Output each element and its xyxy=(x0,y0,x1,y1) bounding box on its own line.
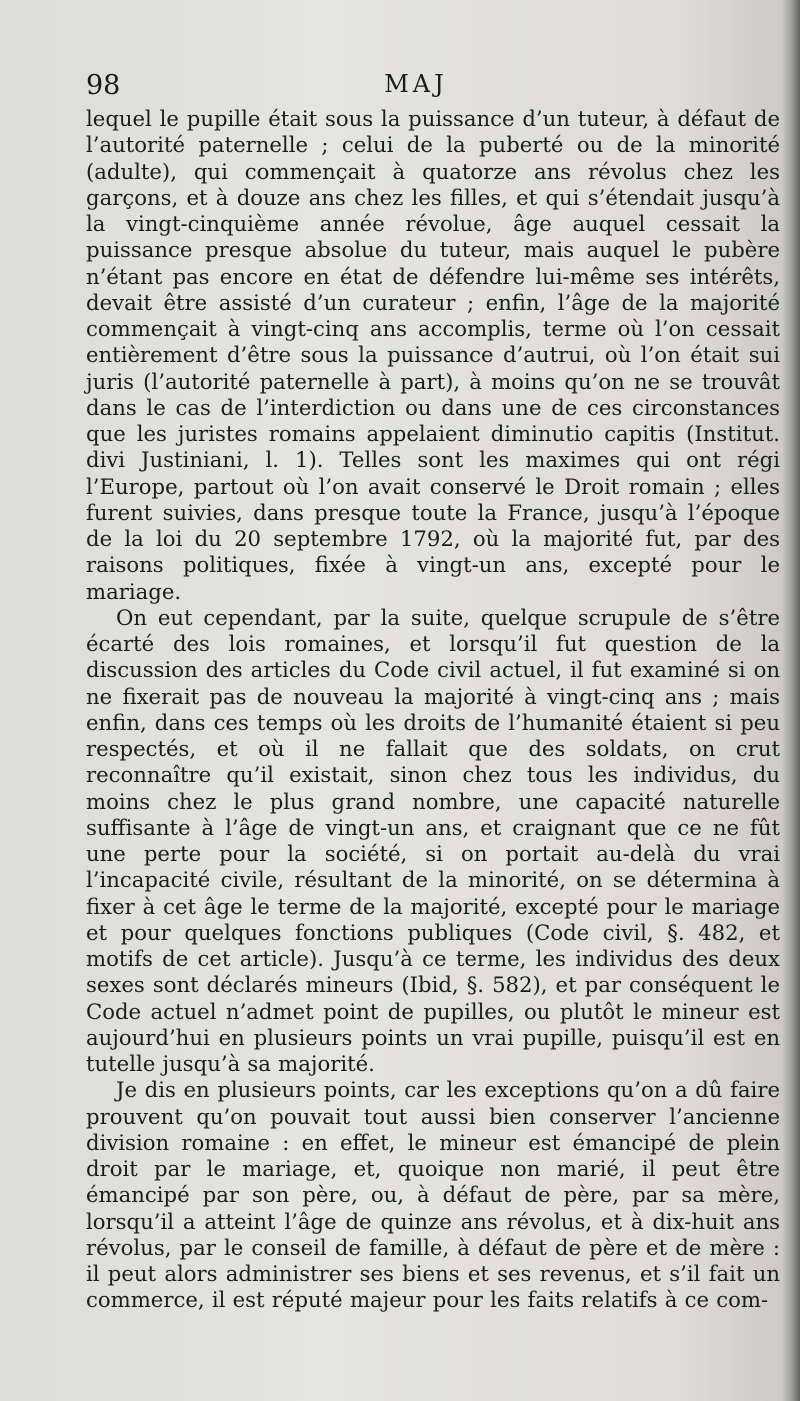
running-head: MAJ xyxy=(384,70,448,98)
body-text xyxy=(86,106,780,1314)
page-header xyxy=(86,70,746,106)
page-gutter-shadow xyxy=(782,0,800,1401)
page-number: 98 xyxy=(86,70,121,101)
paragraph-1: lequel le pupille était sous la puissance d’un tuteur, à défaut de l’autorité paternelle ; celui de la puberté ou de la minorité (adulte), qui commençait à quatorze ans révolus chez les garçons, et à douze ans chez les filles, et qui s’étendait jusqu’à la vingt-cinquième année révolue, âge auquel cessait la puissance presque absolue du tuteur, mais auquel le pubère n’étant pas encore en état de défendre lui-même ses intérêts, devait être assisté d’un curateur ; enfin, l’âge de la majorité commençait à vingt-cinq ans accomplis, terme où l’on cessait entièrement d’être sous la puissance d’autrui, où l’on était sui juris (l’autorité paternelle à part), à moins qu’on ne se trouvât dans le cas de l’interdiction ou dans une de ces circonstances que les juristes romains appelaient diminutio capitis (Institut. divi Justiniani, l. 1). Telles sont les maximes qui ont régi l’Europe, partout où l’on avait conservé le Droit romain ; elles furent suivies, dans presque toute la France, jusqu’à l’époque de la loi du 20 septembre 1792, où la majorité fut, par des raisons politiques, fixée à vingt-un ans, excepté pour le mariage. xyxy=(86,106,780,604)
paragraph-3: Je dis en plusieurs points, car les exceptions qu’on a dû faire prouvent qu’on pouvait tout aussi bien conserver l’ancienne division romaine : en effet, le mineur est émancipé de plein droit par le mariage, et, quoique non marié, il peut être émancipé par son père, ou, à défaut de père, par sa mère, lorsqu’il a atteint l’âge de quinze ans révolus, et à dix-huit ans révolus, par le conseil de famille, à défaut de père et de mère : il peut alors administrer ses biens et ses revenus, et s’il fait un commerce, il est réputé majeur pour les faits relatifs à ce com- xyxy=(86,1077,780,1313)
paragraph-2: On eut cependant, par la suite, quelque scrupule de s’être écarté des lois romaines, et lorsqu’il fut question de la discussion des articles du Code civil actuel, il fut examiné si on ne fixerait pas de nouveau la majorité à vingt-cinq ans ; mais enfin, dans ces temps où les droits de l’humanité étaient si peu respectés, et où il ne fallait que des soldats, on crut reconnaître qu’il existait, sinon chez tous les individus, du moins chez le plus grand nombre, une capacité naturelle suffisante à l’âge de vingt-un ans, et craignant que ce ne fût une perte pour la société, si on portait au-delà du vrai l’incapacité civile, résultant de la minorité, on se détermina à fixer à cet âge le terme de la majorité, excepté pour le mariage et pour quelques fonctions publiques (Code civil, §. 482, et motifs de cet article). Jusqu’à ce terme, les individus des deux sexes sont déclarés mineurs (Ibid, §. 582), et par conséquent le Code actuel n’admet point de pupilles, ou plutôt le mineur est aujourd’hui en plusieurs points un vrai pupille, puisqu’il est en tutelle jusqu’à sa majorité. xyxy=(86,604,780,1076)
